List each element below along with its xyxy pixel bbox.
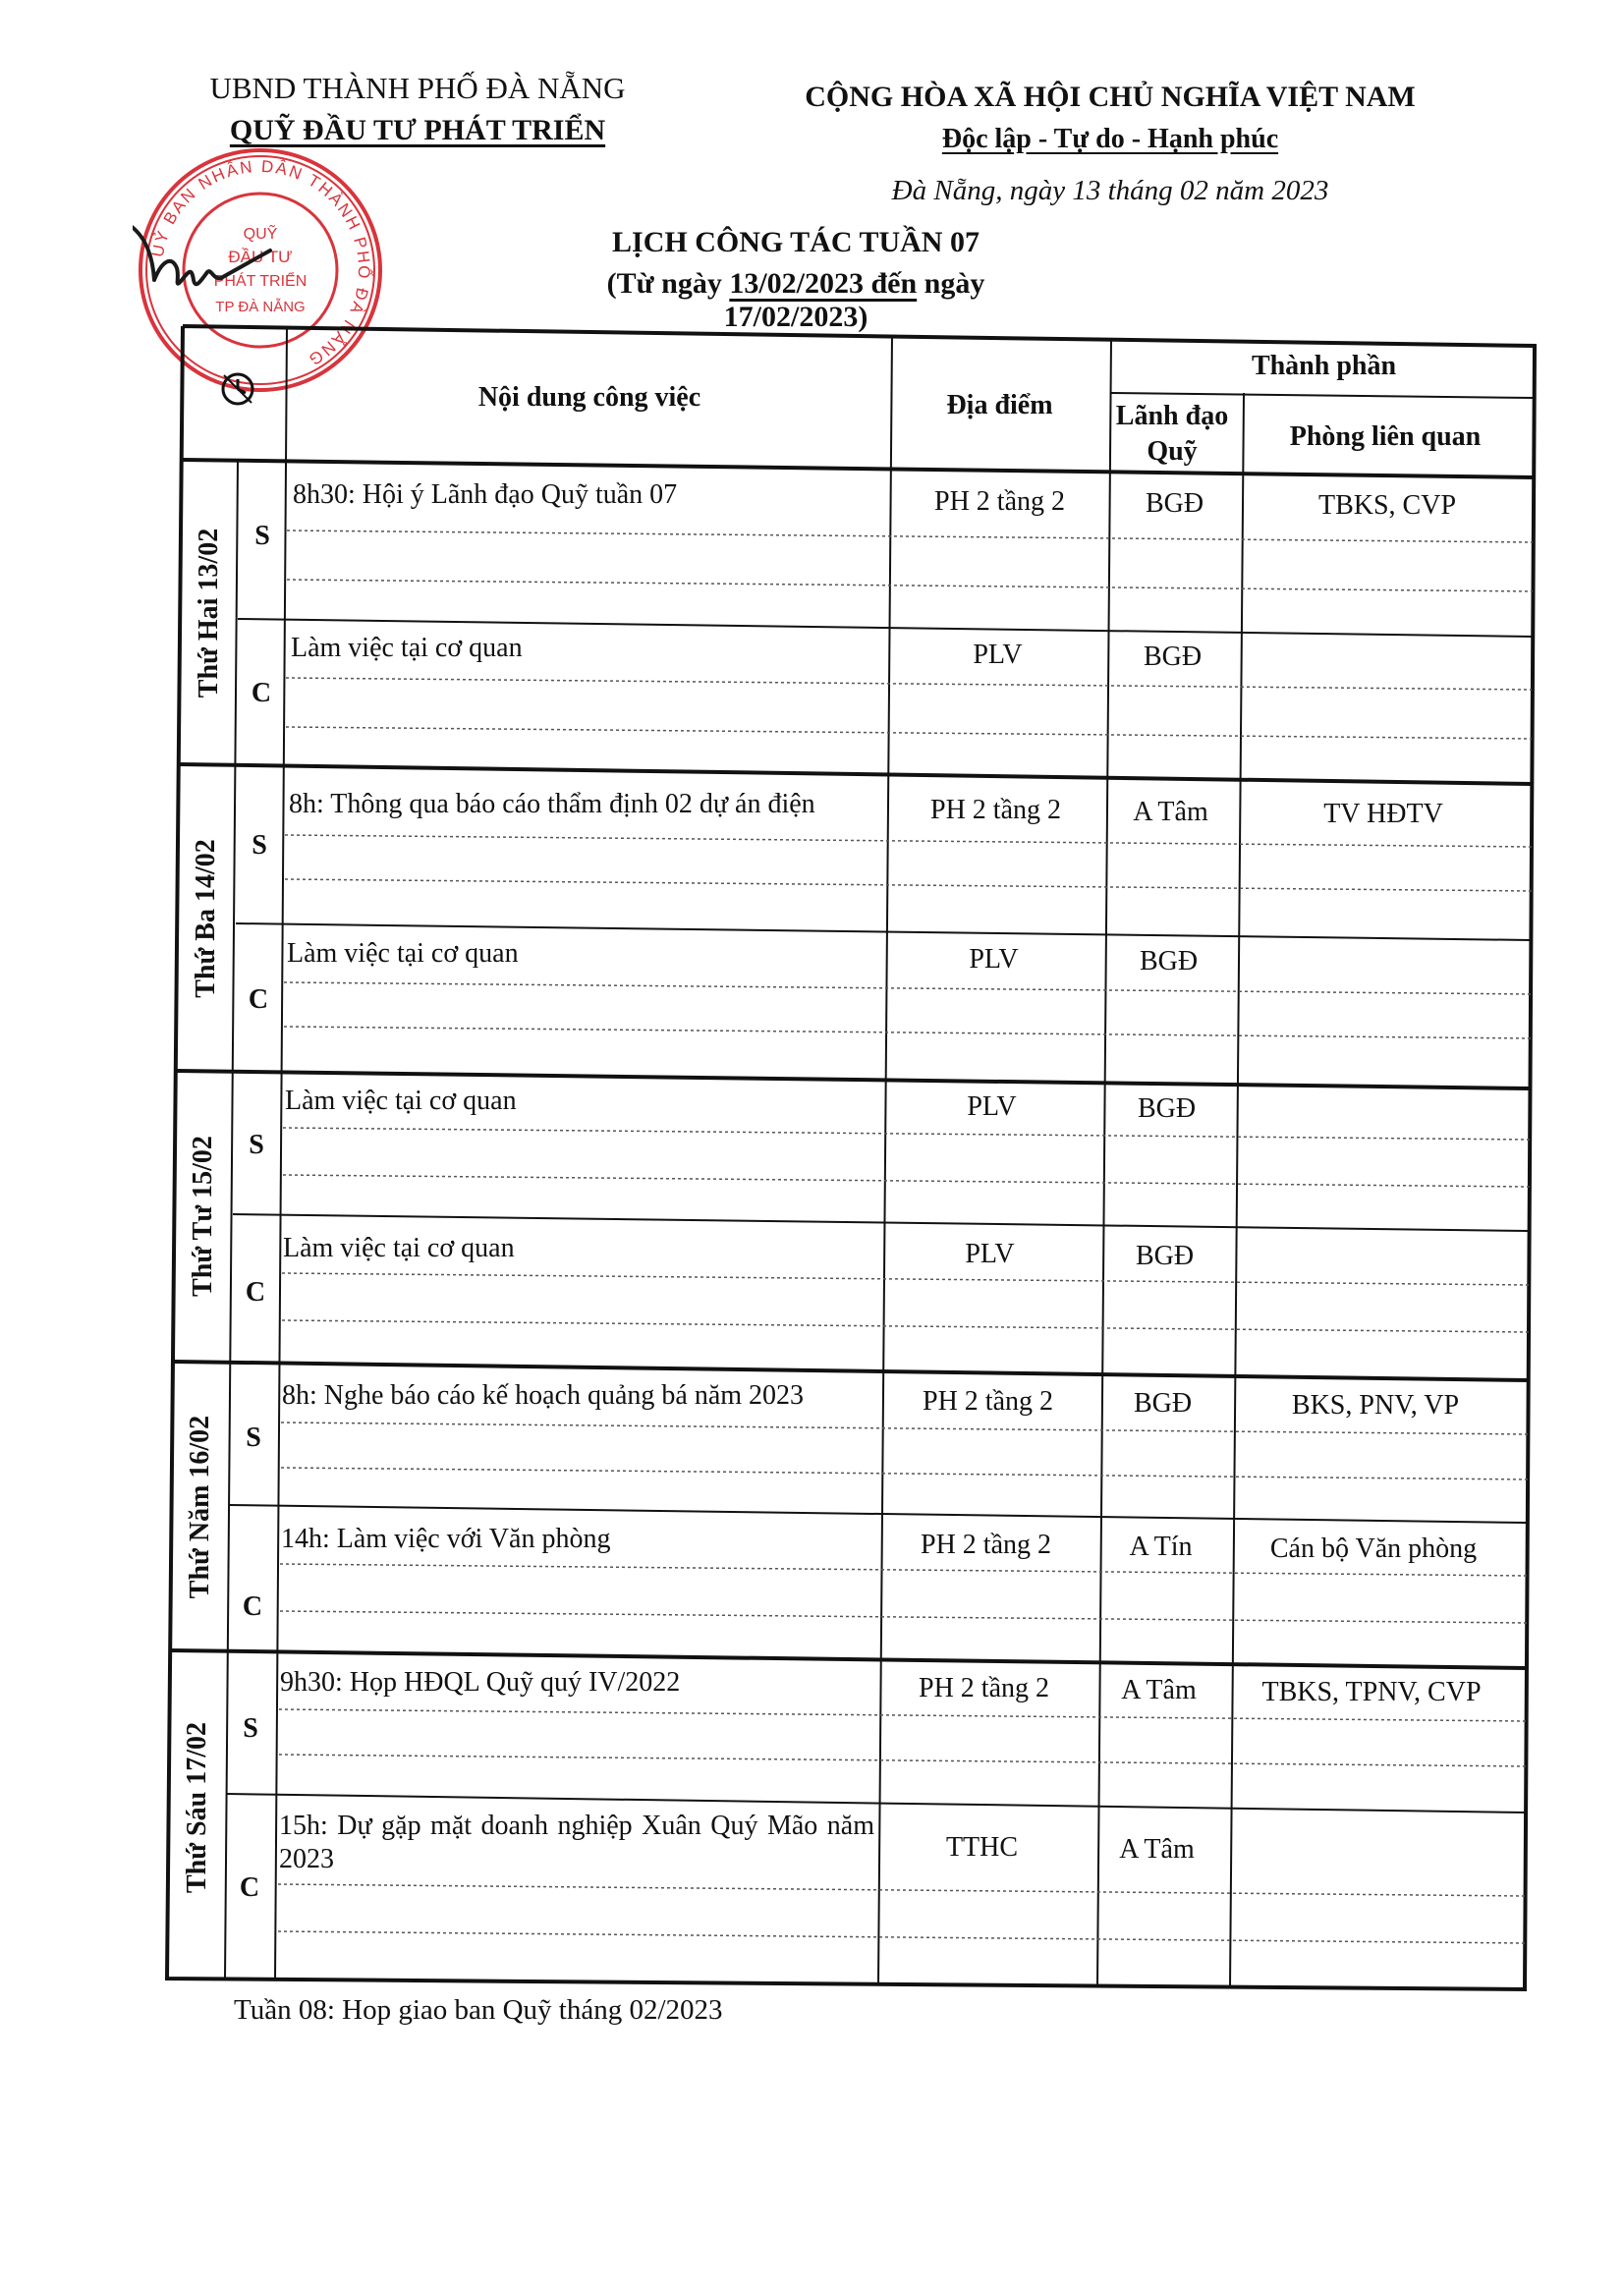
table-row-content: 8h30: Hội ý Lãnh đạo Quỹ tuần 07 — [293, 479, 678, 510]
col-header-content: Nội dung công việc — [477, 382, 701, 413]
range-prefix: (Từ ngày — [606, 267, 730, 300]
table-row-leader: BGĐ — [1133, 1388, 1193, 1419]
table-row-departments: TBKS, CVP — [1317, 490, 1457, 521]
table-row-location: PH 2 tầng 2 — [921, 1530, 1051, 1560]
national-motto-text: Độc lập - Tự do - Hạnh phúc — [941, 124, 1279, 154]
table-row-leader: BGĐ — [1135, 1241, 1195, 1271]
national-motto — [756, 124, 1464, 155]
document-date: Đà Nẵng, ngày 13 tháng 02 năm 2023 — [891, 175, 1329, 206]
seal-line-4: TP ĐÀ NẴNG — [215, 299, 306, 315]
table-row-content: Làm việc tại cơ quan — [283, 1233, 515, 1263]
day-label-friday: Thứ Sáu 17/02 — [182, 1722, 212, 1893]
seal-ring-text: UỶ BAN NHÂN DÂN THÀNH PHỐ ĐÀ NẴNG — [147, 156, 374, 370]
session-code: S — [254, 521, 270, 551]
col-header-participants: Thành phần — [1251, 351, 1397, 381]
session-code: C — [239, 1872, 260, 1903]
table-row-content: 8h: Nghe báo cáo kế hoạch quảng bá năm 2023 — [282, 1380, 805, 1411]
table-row-location: PLV — [965, 1239, 1015, 1269]
table-row-departments: TV HĐTV — [1323, 799, 1443, 829]
footer-note: Tuần 08: Hop giao ban Quỹ tháng 02/2023 — [234, 1994, 723, 2026]
session-code: S — [243, 1713, 258, 1744]
seal-line-1: QUỸ — [243, 226, 278, 243]
session-code: S — [246, 1422, 261, 1453]
session-code: S — [252, 830, 267, 861]
table-row-location: PH 2 tầng 2 — [919, 1673, 1049, 1703]
schedule-date-range — [550, 267, 1041, 334]
table-row-leader: BGĐ — [1145, 488, 1204, 519]
table-row-leader: BGĐ — [1139, 946, 1199, 976]
seal-line-2: ĐẦU TƯ — [228, 248, 293, 266]
table-row-content: Làm việc tại cơ quan — [291, 633, 523, 663]
table-row-departments: BKS, PNV, VP — [1291, 1390, 1460, 1421]
table-row-location: PH 2 tầng 2 — [934, 486, 1065, 517]
table-row-leader: A Tâm — [1133, 797, 1208, 827]
col-header-leader-line2: Quỹ — [1147, 436, 1198, 467]
org-parent-name: UBND THÀNH PHỐ ĐÀ NẴNG — [209, 71, 626, 105]
table-row-departments: TBKS, TPNV, CVP — [1261, 1677, 1482, 1707]
table-row-content: 14h: Làm việc với Văn phòng — [281, 1524, 611, 1554]
table-row-location: PLV — [967, 1091, 1017, 1122]
table-row-location: PLV — [969, 944, 1019, 975]
col-header-leader-line1: Lãnh đạo — [1115, 401, 1229, 431]
table-row-leader: BGĐ — [1137, 1093, 1197, 1124]
session-code: S — [249, 1130, 264, 1160]
day-label-monday: Thứ Hai 13/02 — [194, 528, 224, 698]
session-code: C — [245, 1277, 266, 1308]
table-row-content: 8h: Thông qua báo cáo thẩm định 02 dự án điện — [289, 789, 815, 819]
table-row-content: 9h30: Họp HĐQL Quỹ quý IV/2022 — [280, 1667, 681, 1698]
session-code: C — [248, 984, 269, 1015]
table-row-leader: A Tâm — [1119, 1834, 1195, 1865]
range-from: 13/02/2023 đến — [729, 267, 918, 300]
table-row-leader: A Tâm — [1121, 1675, 1197, 1705]
col-header-leader — [1103, 399, 1241, 470]
range-to: ngày 17/02/2023) — [723, 267, 985, 333]
table-row-leader: A Tín — [1129, 1532, 1193, 1562]
col-header-departments: Phòng liên quan — [1289, 421, 1482, 452]
table-row-departments: Cán bộ Văn phòng — [1269, 1534, 1478, 1564]
day-label-tuesday: Thứ Ba 14/02 — [191, 839, 221, 998]
national-title: CỘNG HÒA XÃ HỘI CHỦ NGHĨA VIỆT NAM — [805, 81, 1416, 113]
schedule-title: LỊCH CÔNG TÁC TUẦN 07 — [612, 226, 980, 258]
table-row-content: Làm việc tại cơ quan — [287, 938, 519, 969]
table-row-content: 15h: Dự gặp mặt doanh nghiệp Xuân Quý Mão năm 2023 — [279, 1811, 874, 1874]
col-header-location: Địa điểm — [946, 390, 1053, 420]
day-label-thursday: Thứ Năm 16/02 — [185, 1415, 215, 1599]
table-row-content: Làm việc tại cơ quan — [285, 1086, 517, 1116]
seal-line-3: PHÁT TRIỂN — [213, 273, 308, 290]
session-code: C — [251, 678, 272, 708]
table-row-location: PH 2 tầng 2 — [923, 1386, 1053, 1417]
table-row-location: PH 2 tầng 2 — [930, 795, 1061, 825]
table-row-location: PLV — [973, 640, 1023, 670]
official-seal-stamp — [133, 142, 388, 398]
session-code: C — [242, 1591, 263, 1622]
day-label-wednesday: Thứ Tư 15/02 — [188, 1136, 218, 1297]
org-name-text: QUỸ ĐẦU TƯ PHÁT TRIỂN — [229, 114, 606, 146]
table-row-leader: BGĐ — [1143, 641, 1203, 672]
table-row-location: TTHC — [945, 1832, 1019, 1863]
